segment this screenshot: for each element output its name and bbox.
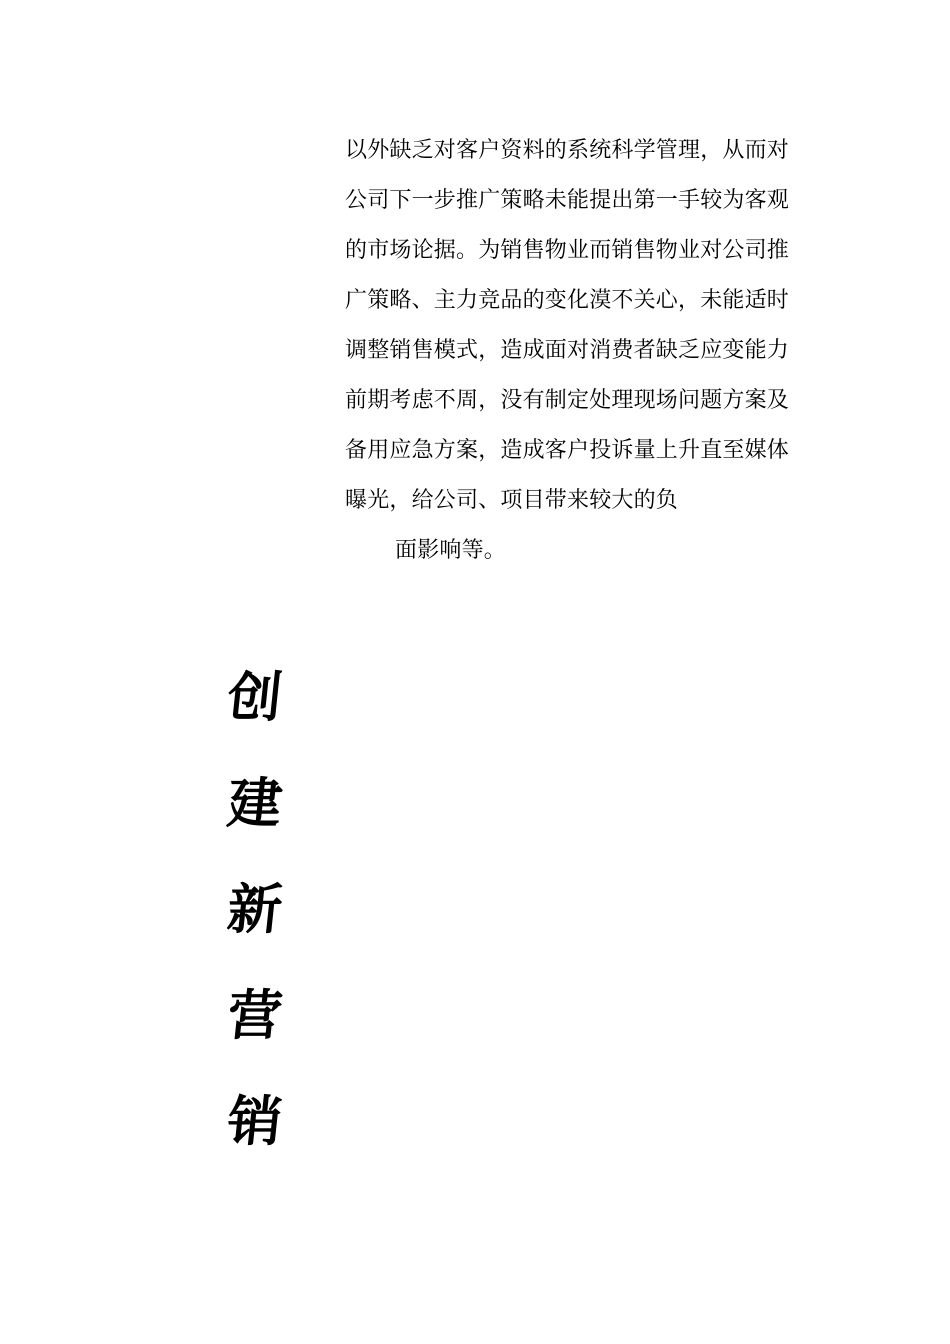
heading-character: 建 xyxy=(224,771,286,835)
paragraph-line: 曝光，给公司、项目带来较大的负 xyxy=(345,488,679,513)
heading-character: 销 xyxy=(224,1089,286,1153)
heading-character: 营 xyxy=(224,983,286,1047)
paragraph-line: 面影响等。 xyxy=(395,538,507,563)
vertical-section-heading xyxy=(218,662,288,1192)
paragraph-line: 广策略、主力竞品的变化漠不关心，未能适时 xyxy=(345,288,790,313)
paragraph-line: 备用应急方案，造成客户投诉量上升直至媒体 xyxy=(345,438,790,463)
paragraph-line: 的市场论据。为销售物业而销售物业对公司推 xyxy=(345,238,790,263)
paragraph-line: 以外缺乏对客户资料的系统科学管理，从而对 xyxy=(345,138,790,163)
paragraph-line: 调整销售模式，造成面对消费者缺乏应变能力 xyxy=(345,338,790,363)
body-paragraph xyxy=(345,126,815,576)
paragraph-line: 前期考虑不周，没有制定处理现场问题方案及 xyxy=(345,388,790,413)
paragraph-line: 公司下一步推广策略未能提出第一手较为客观 xyxy=(345,188,790,213)
heading-character: 新 xyxy=(224,877,286,941)
heading-character: 创 xyxy=(224,665,286,729)
